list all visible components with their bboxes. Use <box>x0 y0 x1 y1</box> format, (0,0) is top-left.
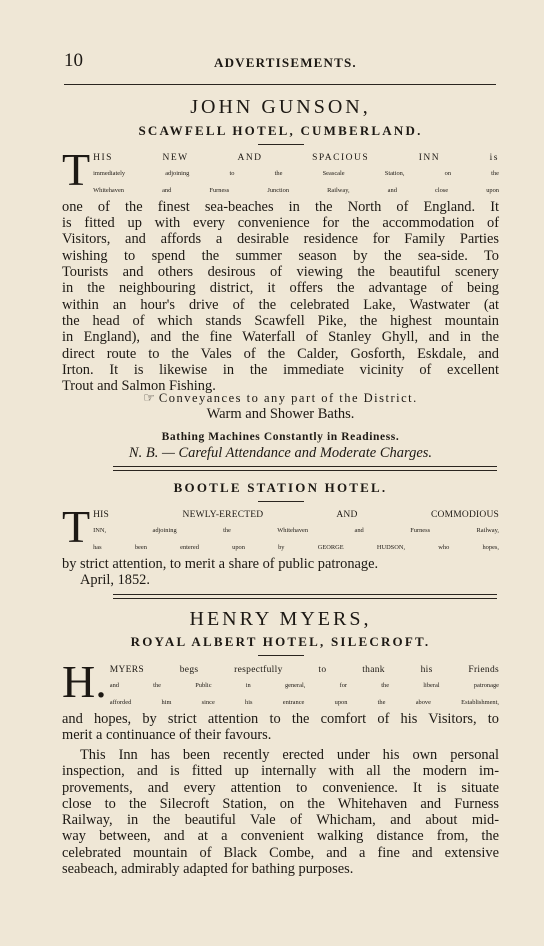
ad3-body <box>62 656 499 744</box>
header-rule <box>64 84 496 85</box>
ad1-line: is fitted up with every convenience for the accommodation of <box>62 215 499 232</box>
ad1-line: within an hour's drive of the celebrated Lake, Wastwater (at <box>62 296 499 313</box>
ad3-line: merit a continuance of their favours. <box>62 727 272 744</box>
ad3-line: This Inn has been recently erected under his own personal <box>80 747 499 763</box>
ad3-line: seabeach, admirably adapted for bathing purposes. <box>62 861 354 878</box>
ad1-line: immediately adjoining to the Seascale Station, on the <box>93 170 499 178</box>
page-header <box>64 50 496 80</box>
ad3-short-rule <box>258 655 304 656</box>
ad1-conveyances: ☞ Conveyances to any part of the District. <box>143 390 418 405</box>
ad1-line: Visitors, and affords a desirable residence for Family Parties <box>62 231 499 248</box>
ad3-hotel: ROYAL ALBERT HOTEL, SILECROFT. <box>62 633 499 656</box>
ad3-line: way between, and at a convenient walking distance from, the <box>62 828 499 845</box>
ad2-line: by strict attention, to merit a share of public patronage. <box>62 555 379 572</box>
ad2-end-rule <box>113 594 497 599</box>
ad3-line: afforded him since his entrance upon the above Establishment, <box>109 698 499 706</box>
ad3-line: provements, and every attention to convenience. It is situate <box>62 779 499 796</box>
ad3-line: close to the Silecroft Station, on the Whitehaven and Furness <box>62 795 499 812</box>
ad1-name: JOHN GUNSON, <box>190 96 371 118</box>
running-head: ADVERTISEMENTS. <box>214 55 357 70</box>
ad1-end-rule <box>113 466 497 471</box>
ad3-name: HENRY MYERS, <box>189 608 372 630</box>
ad2-line: has been entered upon by GEORGE HUDSON, who hopes, <box>93 543 499 551</box>
ad2-short-rule <box>258 501 304 502</box>
ad2-caps-line: HIS NEWLY-ERECTED AND COMMODIOUS <box>93 510 499 520</box>
ad1-line: the head of which stands Scawfell Pike, the highest mountain <box>62 312 499 329</box>
ad1-line: in England), and the fine Waterfall of Stanley Ghyll, and in the <box>62 329 499 346</box>
ad1-short-rule <box>258 144 304 145</box>
ad1-caps-line: HIS NEW AND SPACIOUS INN is <box>93 153 499 163</box>
ad1-baths: Warm and Shower Baths. <box>206 406 355 422</box>
ad3-line: and the Public in general, for the liberal patronage <box>109 682 499 690</box>
page-number: 10 <box>64 50 83 71</box>
ad1-line: Tourists and others desirous of viewing the beautiful scenery <box>62 264 499 281</box>
ad2-hotel: BOOTLE STATION HOTEL. <box>62 479 499 502</box>
pointing-hand-icon: ☞ <box>143 390 155 405</box>
ad1-line: Irton. It is likewise in the immediate vicinity of excellent <box>62 361 499 378</box>
ad2-dropcap: T <box>62 501 91 552</box>
ad2-body <box>62 501 499 589</box>
ad1-nota-bene: N. B. — Careful Attendance and Moderate Charges. <box>128 445 433 461</box>
ad2-line: INN, adjoining the Whitehaven and Furness Railway, <box>93 527 499 535</box>
ad1-hotel: SCAWFELL HOTEL, CUMBERLAND. <box>62 122 499 145</box>
ad3-line: inspection, and is fitted up internally with all the modern im- <box>62 763 499 780</box>
ad1-line: wishing to spend the summer season by the sea-side. To <box>62 247 499 264</box>
ad1-line: direct route to the Vales of the Calder, Gosforth, Eskdale, and <box>62 345 499 362</box>
ad1-line: in the neighbouring district, it offers the advantage of being <box>62 280 499 297</box>
ad3-caps-line: MYERS begs respectfully to thank his Friends <box>109 665 499 675</box>
ad1-dropcap: T <box>62 144 91 195</box>
ad1-line: Trout and Salmon Fishing. <box>62 378 216 395</box>
ad1-body <box>62 144 499 395</box>
ad1-line: Whitehaven and Furness Junction Railway, and close upon <box>93 186 499 194</box>
ad3-paragraph-2 <box>62 747 499 877</box>
ad2-date: April, 1852. <box>80 572 150 589</box>
ad1-line: one of the finest sea-beaches in the North of England. It <box>62 198 499 215</box>
ad3-dropcap: H. <box>62 656 107 707</box>
ad3-line: and hopes, by strict attention to the comfort of his Visitors, to <box>62 710 499 727</box>
ad3-line: celebrated mountain of Black Combe, and a fine and extensive <box>62 844 499 861</box>
ad3-line: Railway, in the beautiful Vale of Whicham, and about mid- <box>62 812 499 829</box>
ad1-bathing-machines: Bathing Machines Constantly in Readiness. <box>161 431 400 443</box>
